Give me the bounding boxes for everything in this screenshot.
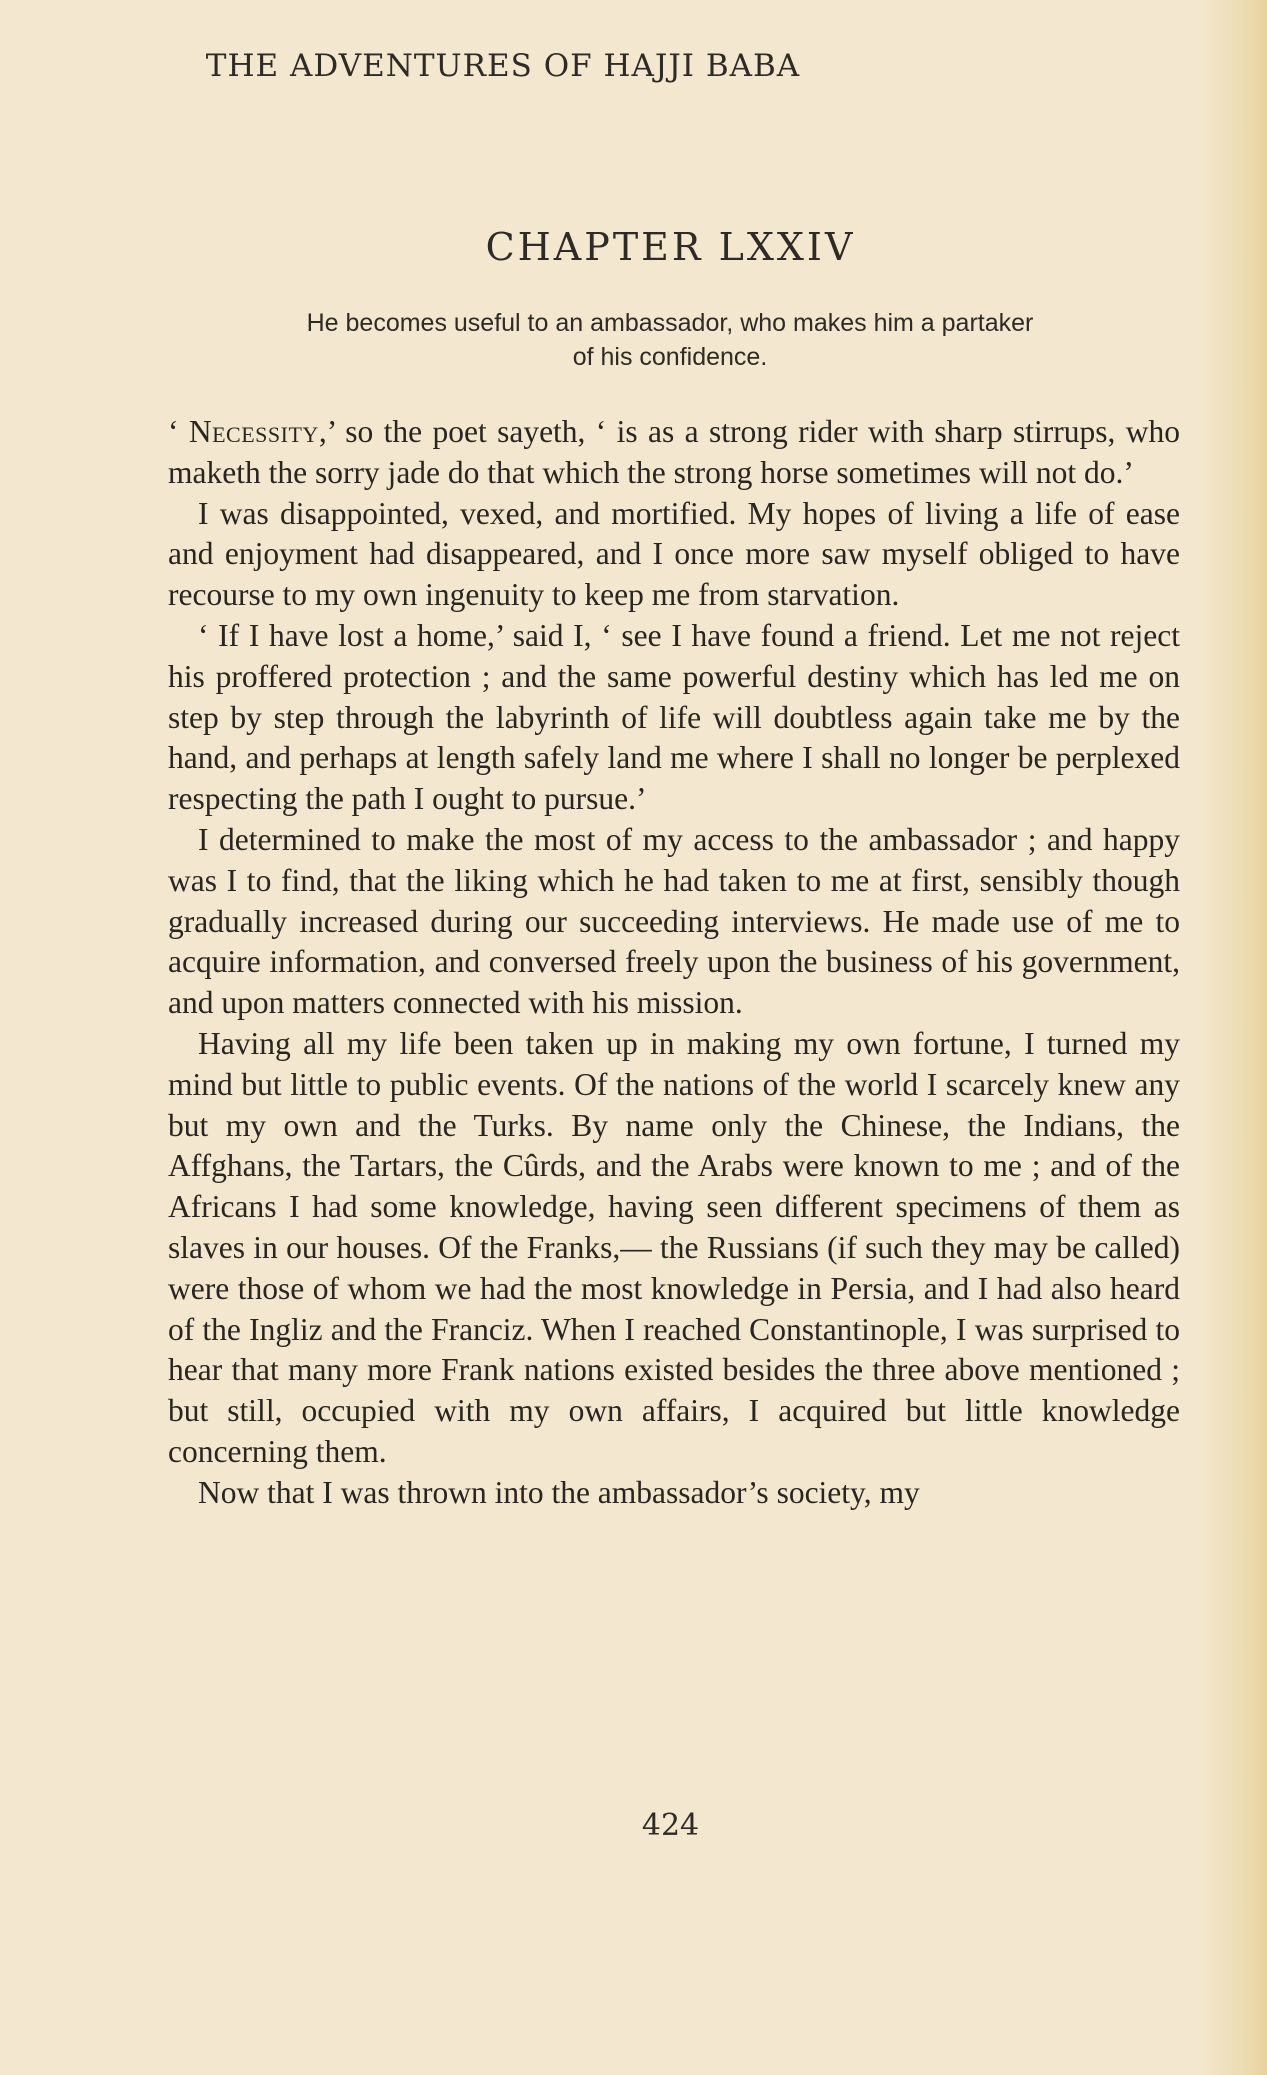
chapter-summary-line-1: He becomes useful to an ambassador, who makes him a partaker <box>306 309 1034 337</box>
chapter-summary-line-2: of his confidence. <box>572 343 768 371</box>
opening-word: Necessity <box>188 414 319 449</box>
page-number: 424 <box>641 1808 700 1843</box>
paragraph-5: Having all my life been taken up in making my own fortune, I turned my mind but little to public events. Of the nations of the world I scarcely knew any but my own and the Turks. By name only the Chinese, the Indians, the Affghans, the Tartars, the Cûrds, and the Arabs were known to me ; and of the Africans I had some knowledge, having seen different specimens of them as slaves in our houses. Of the Franks,— the Russians (if such they may be called) were those of whom we had the most knowledge in Persia, and I had also heard of the Ingliz and the Franciz. When I reached Constantinople, I was surprised to hear that many more Frank nations existed besides the three above mentioned ; but still, occupied with my own affairs, I acquired but little knowledge concerning them. <box>168 1025 1180 1469</box>
paragraph-2: I was disappointed, vexed, and mortified. My hopes of living a life of ease and enjoyment had disappeared, and I once more saw myself obliged to have recourse to my own ingenuity to keep me from starvation. <box>168 495 1180 613</box>
running-head: THE ADVENTURES OF HAJJI BABA <box>205 48 801 84</box>
chapter-title: CHAPTER LXXIV <box>485 225 856 269</box>
paragraph-1 <box>168 412 1180 494</box>
opening-quote: ‘ <box>168 414 189 449</box>
paragraph-1-text: ,’ so the poet sayeth, ‘ is as a strong rider with sharp stirrups, who maketh the sorry jade do that which the strong horse sometimes will not do.’ <box>168 414 1180 490</box>
paragraph-4: I determined to make the most of my access to the ambassador ; and happy was I to find, that the liking which he had taken to me at first, sensibly though gradually increased during our succeeding interviews. He made use of me to acquire information, and conversed freely upon the business of his government, and upon matters connected with his mission. <box>168 821 1180 1021</box>
chapter-summary <box>220 306 1120 374</box>
paragraph-6: Now that I was thrown into the ambassador’s society, my <box>198 1474 920 1510</box>
body-text <box>168 412 1180 1514</box>
paragraph-3: ‘ If I have lost a home,’ said I, ‘ see I have found a friend. Let me not reject his proffered protection ; and the same powerful destiny which has led me on step by step through the labyrinth of life will doubtless again take me by the hand, and perhaps at length safely land me where I shall no longer be perplexed respecting the path I ought to pursue.’ <box>168 617 1180 817</box>
